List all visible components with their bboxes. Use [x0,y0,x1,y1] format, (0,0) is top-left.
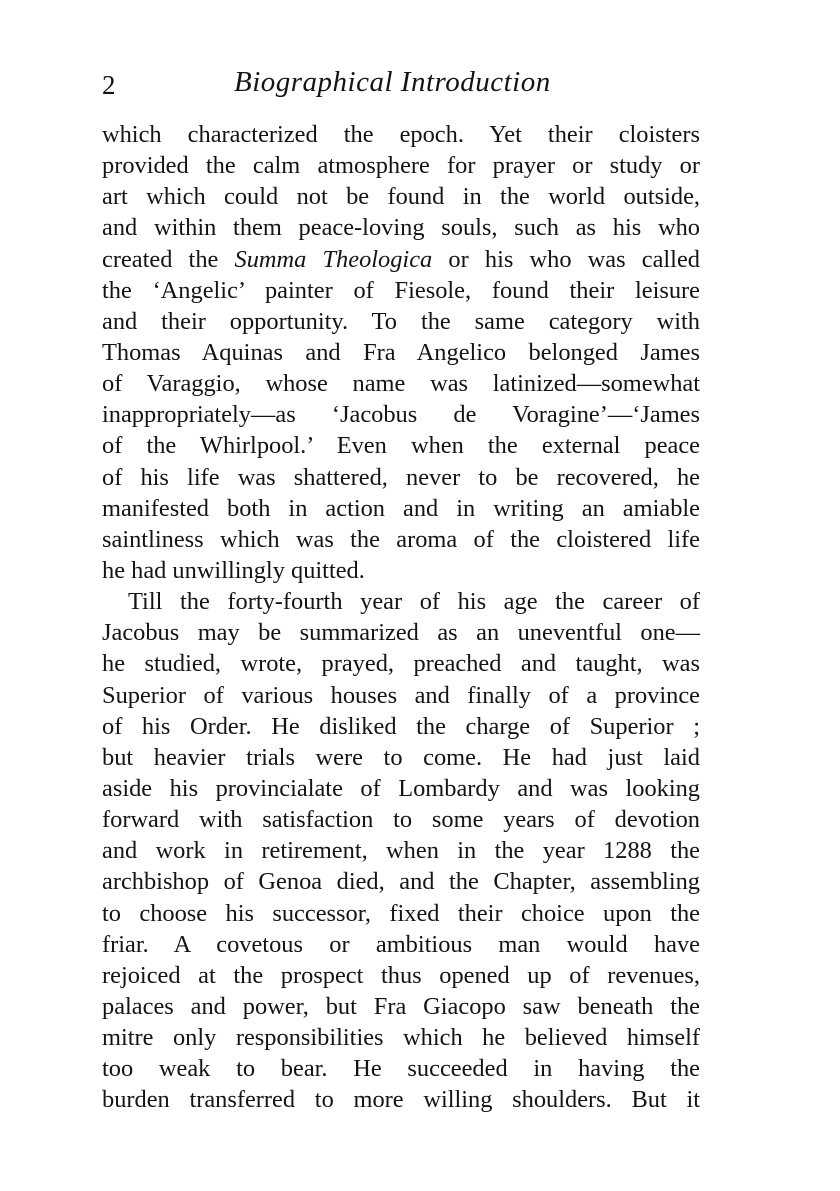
body-text [102,119,700,1116]
text-line: to choose his successor, fixed their choice upon the [102,899,700,927]
text-fragment: created the [102,245,235,273]
text-line: he studied, wrote, prayed, preached and taught, was [102,650,700,678]
text-line: Thomas Aquinas and Fra Angelico belonged James [102,338,700,366]
text-line: Jacobus may be summarized as an uneventful one— [102,619,700,647]
text-line: aside his provincialate of Lombardy and was looking [102,774,700,802]
text-line: Superior of various houses and finally of a province [102,681,700,709]
text-line: archbishop of Genoa died, and the Chapter, assembling [102,868,700,896]
text-line: manifested both in action and in writing an amiable [102,494,700,522]
text-line: which characterized the epoch. Yet their cloisters [102,121,700,148]
text-line: burden transferred to more willing shoulders. But it [102,1086,700,1114]
text-line: inappropriately—as ‘Jacobus de Voragine’—‘James [102,401,700,429]
text-line: of the Whirlpool.’ Even when the external peace [102,432,700,460]
text-line: rejoiced at the prospect thus opened up of revenues, [102,961,700,989]
running-title: Biographical Introduction [234,66,551,98]
page-number: 2 [102,70,116,100]
text-line: friar. A covetous or ambitious man would have [102,930,700,958]
text-line: and their opportunity. To the same category with [102,307,700,335]
text-line: and within them peace-loving souls, such as his who [102,214,700,242]
text-line [102,244,700,275]
text-line: saintliness which was the aroma of the cloistered life [102,525,700,553]
paragraph-first-line: Till the forty-fourth year of his age the career of [128,588,700,616]
text-line: palaces and power, but Fra Giacopo saw beneath the [102,992,700,1020]
paragraph-last-line: he had unwillingly quitted. [102,556,365,584]
text-line: the ‘Angelic’ painter of Fiesole, found their leisure [102,276,700,304]
text-fragment: or his who was called [448,245,700,273]
text-line: art which could not be found in the world outside, [102,183,700,211]
text-line: of his life was shattered, never to be recovered, he [102,463,700,491]
text-line: mitre only responsibilities which he believed himself [102,1024,700,1052]
text-line: but heavier trials were to come. He had just laid [102,743,700,771]
running-head [102,66,702,106]
text-line: of Varaggio, whose name was latinized—somewhat [102,370,700,398]
text-line: too weak to bear. He succeeded in having the [102,1055,700,1083]
text-line: of his Order. He disliked the charge of Superior ; [102,712,700,740]
text-line: and work in retirement, when in the year 1288 the [102,837,700,865]
text-line: forward with satisfaction to some years of devotion [102,806,700,834]
italic-book-title: Summa Theologica [234,245,433,273]
text-line: provided the calm atmosphere for prayer or study or [102,152,700,180]
